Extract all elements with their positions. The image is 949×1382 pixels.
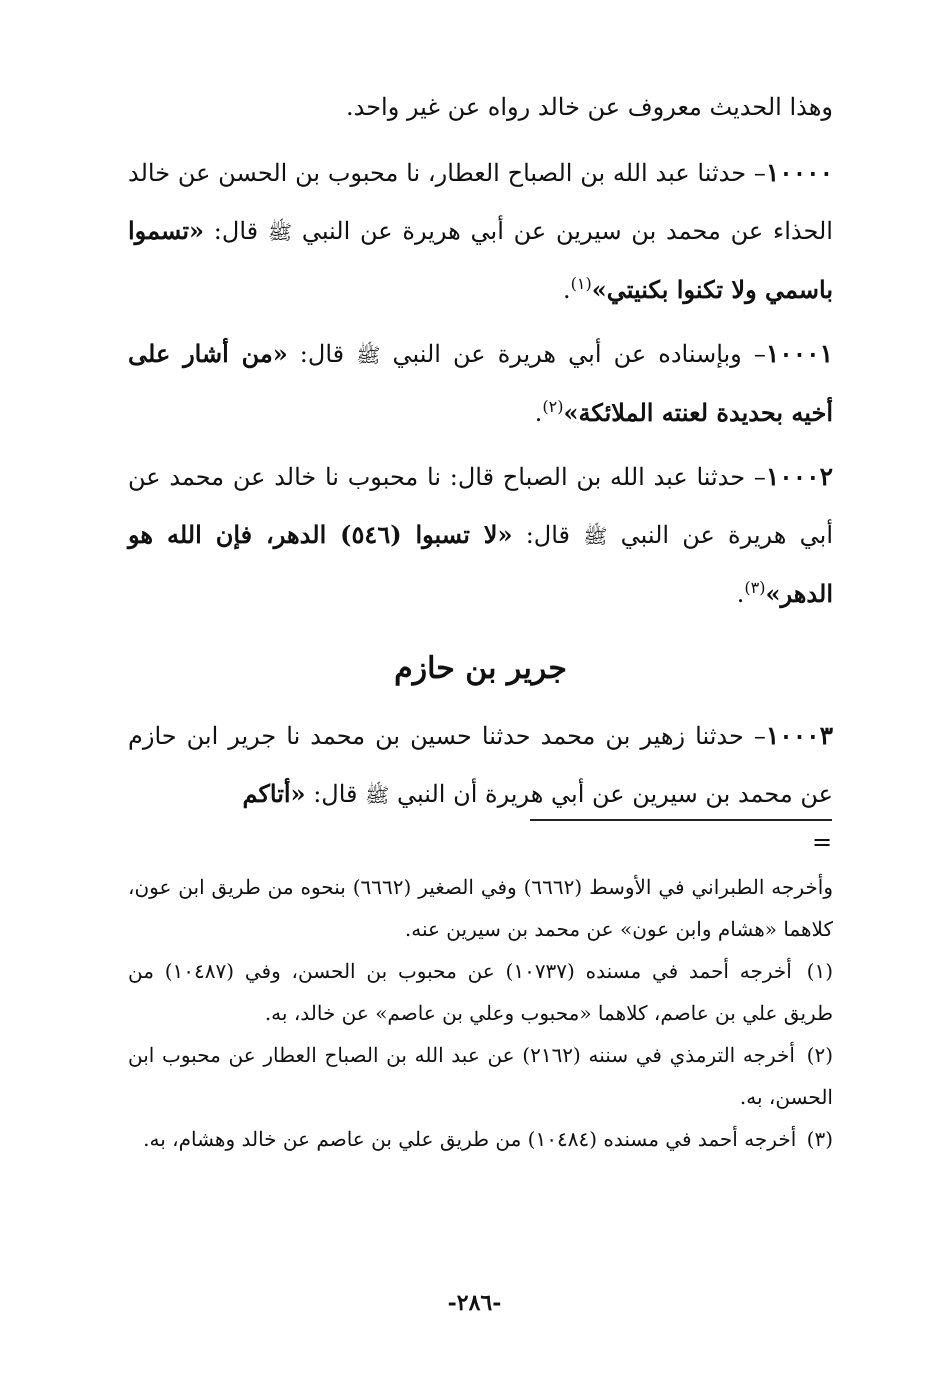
main-text (128, 78, 833, 830)
footnote-ref[interactable]: (٣) (744, 578, 766, 597)
hadith-text: – وبإسناده عن أبي هريرة عن النبي (392, 340, 766, 368)
hadith-10002 (128, 448, 833, 623)
page-number: -٢٨٦- (447, 1290, 502, 1316)
salutation-symbol: ﷺ (267, 220, 293, 244)
hadith-quote: «من أشار على أخيه بحديدة لعنته الملائكة» (128, 339, 833, 427)
hadith-10003 (128, 707, 833, 824)
footnote-text: أخرجه أحمد في مسنده (١٠٤٨٤) من طريق علي بن عاصم عن خالد وهشام، به. (143, 1127, 797, 1151)
hadith-quote: «تسموا باسمي ولا تكنوا بكنيتي» (128, 216, 833, 304)
said-label: قال: (313, 780, 358, 808)
intro-text: وهذا الحديث معروف عن خالد رواه عن غير واحد. (345, 93, 833, 121)
hadith-text: – حدثنا زهير بن محمد حدثنا حسين بن محمد نا جرير ابن حازم عن محمد بن سيرين عن أبي هريرة أن النبي (128, 722, 833, 808)
hadith-10000 (128, 144, 833, 319)
footnote-divider (530, 819, 832, 821)
hadith-text: – حدثنا عبد الله بن الصباح العطار، نا محبوب بن الحسن عن خالد الحذاء عن محمد بن سيرين عن أبي هريرة عن النبي (128, 159, 833, 245)
salutation-symbol: ﷺ (356, 343, 381, 367)
salutation-symbol: ﷺ (365, 783, 390, 807)
footnote-text: وأخرجه الطبراني في الأوسط (٦٦٦٢) وفي الصغير (٦٦٦٢) بنحوه من طريق ابن عون، كلاهما «هشام وابن عون» عن محمد بن سيرين عنه. (128, 875, 834, 941)
footnote-1 (128, 950, 833, 1034)
continuation-mark: = (812, 828, 833, 856)
period: . (534, 399, 543, 427)
footnote-continued (128, 866, 833, 950)
footnote-text: أخرجه أحمد في مسنده (١٠٧٣٧) عن محبوب بن الحسن، وفي (١٠٤٨٧) من طريق علي بن عاصم، كلاهما «محبوب وعلي بن عاصم» عن خالد، به. (128, 959, 833, 1025)
period: . (563, 276, 571, 304)
hadith-quote: «أتاكم (242, 779, 306, 808)
footnote-number: (٢) (806, 1043, 834, 1067)
hadith-10001 (128, 325, 833, 442)
footnote-text: أخرجه الترمذي في سننه (٢١٦٢) عن عبد الله بن الصباح العطار عن محبوب ابن الحسن، به. (128, 1043, 833, 1109)
said-label: قال: (299, 340, 345, 368)
hadith-number: ١٠٠٠٣ (765, 721, 833, 750)
footnotes (128, 866, 833, 1160)
hadith-number: ١٠٠٠٢ (765, 462, 833, 491)
section-heading: جرير بن حازم (394, 651, 567, 686)
said-label: قال: (213, 217, 259, 245)
said-label: قال: (525, 521, 571, 549)
footnote-2 (128, 1034, 833, 1118)
salutation-symbol: ﷺ (583, 524, 608, 548)
footnote-ref[interactable]: (٢) (542, 397, 564, 416)
period: . (736, 580, 745, 608)
footnote-number: (١) (806, 959, 833, 983)
footnote-3 (128, 1118, 833, 1160)
intro-line (128, 78, 833, 136)
hadith-number: ١٠٠٠٠ (765, 158, 833, 187)
hadith-text: – حدثنا عبد الله بن الصباح قال: نا محبوب نا خالد عن محمد عن أبي هريرة عن النبي (128, 463, 833, 549)
hadith-number: ١٠٠٠١ (765, 339, 833, 368)
footnote-ref[interactable]: (١) (570, 274, 592, 293)
hadith-quote: «لا تسبوا (٥٤٦) الدهر، فإن الله هو الدهر» (128, 520, 833, 608)
footnote-number: (٣) (806, 1127, 833, 1151)
